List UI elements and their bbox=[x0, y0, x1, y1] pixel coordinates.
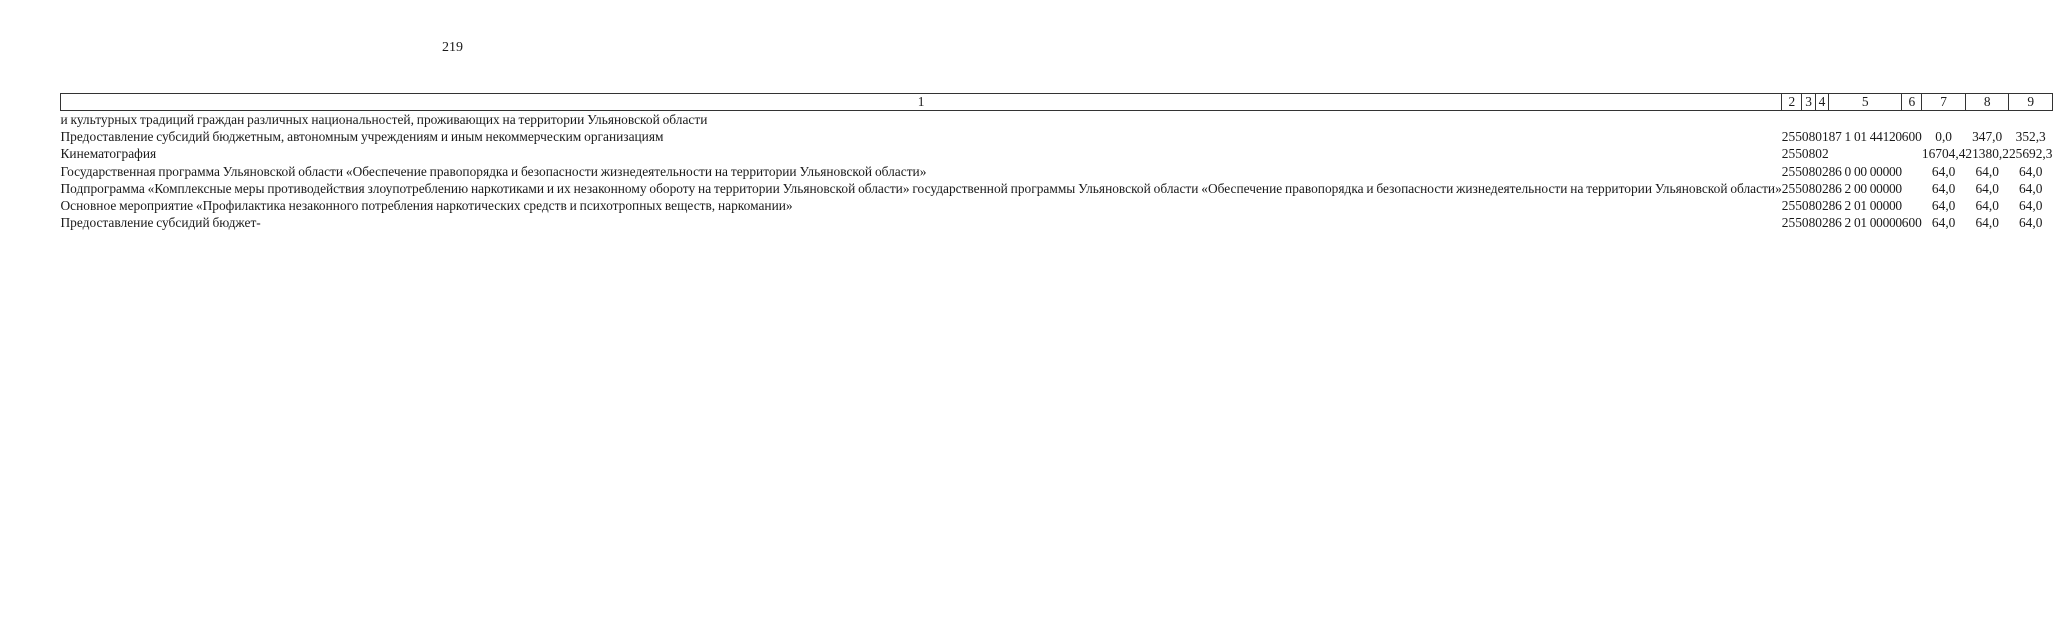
row-expense-type bbox=[1902, 111, 1922, 129]
column-header-3: 3 bbox=[1802, 94, 1815, 111]
row-subsection: 01 bbox=[1815, 129, 1829, 145]
row-ministry-code: 255 bbox=[1781, 163, 1802, 179]
row-section: 08 bbox=[1801, 180, 1816, 196]
column-header-7: 7 bbox=[1922, 94, 1966, 111]
row-name: Основное мероприятие «Профилактика незаконного потребления наркотических средств и психотропных веществ, наркомании» bbox=[60, 198, 793, 214]
row-amount-col8: 64,0 bbox=[1975, 180, 1999, 196]
row-amount-col9: 352,3 bbox=[2015, 129, 2046, 145]
row-amount-col7: 16704,4 bbox=[1921, 146, 1966, 162]
row-section bbox=[1802, 111, 1815, 129]
table-row bbox=[61, 163, 2053, 180]
row-expense-type bbox=[1902, 197, 1922, 214]
row-amount-col7 bbox=[1922, 111, 1966, 129]
table-row bbox=[61, 214, 2053, 238]
row-ministry-code: 255 bbox=[1781, 146, 1802, 162]
row-amount-col7: 64,0 bbox=[1931, 215, 1956, 231]
column-header-5: 5 bbox=[1829, 94, 1902, 111]
column-header-2: 2 bbox=[1782, 94, 1802, 111]
row-subsection: 02 bbox=[1815, 215, 1829, 231]
row-section: 08 bbox=[1801, 163, 1816, 179]
row-amount-col9: 64,0 bbox=[2018, 163, 2043, 179]
row-expense-type bbox=[1902, 163, 1922, 180]
row-expense-type bbox=[1902, 145, 1922, 162]
row-section: 08 bbox=[1801, 146, 1816, 162]
row-name: и культурных традиций граждан различных национальностей, проживающих на территории Ульяновской области bbox=[60, 112, 708, 127]
row-name: Предоставление субсидий бюджет- bbox=[60, 215, 261, 231]
row-target-article: 86 0 00 00000 bbox=[1828, 163, 1902, 179]
column-header-4: 4 bbox=[1815, 94, 1828, 111]
column-header-9: 9 bbox=[2009, 94, 2053, 111]
row-name: Подпрограмма «Комплексные меры противодействия злоупотреблению наркотиками и их незаконному обороту на территории Ульяновской области» государственной программы Ульяновской области «Обеспечение правопорядка и безопасности жизнедеятельности на территории Ульяновской области» bbox=[60, 180, 1782, 196]
page-number: 219 bbox=[442, 40, 463, 55]
row-amount-col7: 64,0 bbox=[1931, 198, 1956, 214]
row-amount-col9: 25692,3 bbox=[2008, 146, 2053, 162]
table-row bbox=[61, 145, 2053, 162]
row-ministry-code: 255 bbox=[1781, 180, 1802, 196]
row-section: 08 bbox=[1801, 198, 1816, 214]
table-row bbox=[61, 180, 2053, 197]
row-expense-type bbox=[1902, 180, 1922, 197]
row-subsection: 02 bbox=[1815, 146, 1829, 162]
row-name: Государственная программа Ульяновской области «Обеспечение правопорядка и безопасности жизнедеятельности на территории Ульяновской области» bbox=[60, 163, 927, 179]
row-amount-col9 bbox=[2009, 111, 2053, 129]
row-amount-col7: 64,0 bbox=[1931, 180, 1956, 196]
row-name: Предоставление субсидий бюджетным, автономным учреждениям и иным некоммерческим организациям bbox=[60, 129, 664, 145]
row-target-article: 86 2 01 00000 bbox=[1828, 215, 1902, 231]
row-section: 08 bbox=[1801, 215, 1816, 231]
row-expense-type: 600 bbox=[1901, 129, 1922, 145]
row-amount-col7: 0,0 bbox=[1935, 129, 1953, 145]
row-ministry-code bbox=[1782, 111, 1802, 129]
row-amount-col8: 64,0 bbox=[1975, 198, 1999, 214]
row-amount-col8 bbox=[1965, 111, 2009, 129]
row-target-article: 86 2 01 00000 bbox=[1828, 198, 1902, 214]
row-target-article bbox=[1829, 111, 1902, 129]
row-expense-type: 600 bbox=[1901, 215, 1922, 231]
row-amount-col7: 64,0 bbox=[1931, 163, 1956, 179]
row-ministry-code: 255 bbox=[1781, 215, 1802, 231]
row-ministry-code: 255 bbox=[1781, 198, 1802, 214]
row-subsection: 02 bbox=[1815, 180, 1829, 196]
row-amount-col8: 64,0 bbox=[1975, 163, 1999, 179]
row-target-article: 87 1 01 44120 bbox=[1828, 129, 1902, 145]
column-header-8: 8 bbox=[1965, 94, 2009, 111]
row-amount-col8: 347,0 bbox=[1972, 129, 2003, 145]
row-subsection: 02 bbox=[1815, 198, 1829, 214]
row-target-article bbox=[1829, 145, 1902, 162]
row-amount-col8: 21380,2 bbox=[1965, 146, 2009, 162]
table-row bbox=[61, 111, 2053, 129]
column-number-header bbox=[61, 94, 2053, 111]
row-amount-col9: 64,0 bbox=[2018, 180, 2043, 196]
row-target-article: 86 2 00 00000 bbox=[1828, 180, 1902, 196]
table-row bbox=[61, 128, 2053, 145]
row-subsection: 02 bbox=[1815, 163, 1829, 179]
row-amount-col9: 64,0 bbox=[2018, 198, 2043, 214]
column-header-1: 1 bbox=[61, 94, 1782, 111]
row-subsection bbox=[1815, 111, 1828, 129]
row-name: Кинематография bbox=[60, 146, 157, 162]
budget-table bbox=[60, 93, 2053, 238]
column-header-6: 6 bbox=[1902, 94, 1922, 111]
table-row bbox=[61, 197, 2053, 214]
row-section: 08 bbox=[1801, 129, 1816, 145]
row-amount-col9: 64,0 bbox=[2018, 215, 2043, 231]
row-ministry-code: 255 bbox=[1781, 129, 1802, 145]
row-amount-col8: 64,0 bbox=[1975, 215, 1999, 231]
